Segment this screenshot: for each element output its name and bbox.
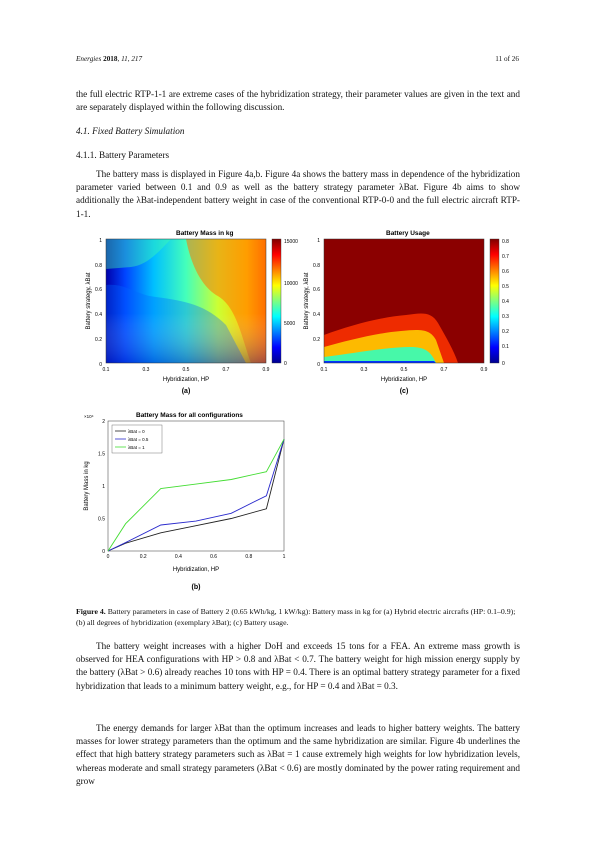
panel-a-colorbar [272, 239, 281, 363]
x-tick-b: 0.4 [174, 554, 182, 560]
x-label-a: Hybridization, HP [162, 377, 210, 383]
y-tick-c: 0.2 [313, 337, 320, 343]
y-tick-c: 0.6 [313, 287, 320, 293]
paragraph-1: the full electric RTP-1-1 are extreme cases of the hybridization strategy, their parameter values are given in the text and are separately displayed within the following discussion. [76, 89, 520, 113]
y-tick-b: 1 [102, 484, 105, 490]
x-tick-a: 0.3 [142, 367, 150, 373]
y-tick-a: 0.4 [95, 312, 102, 318]
caption-text: Battery parameters in case of Battery 2 (0.65 kWh/kg, 1 kW/kg): Battery mass in kg for (a) Hybrid electric aircrafts (HP: 0.1–0.9); (b) all degrees of hybridization (exemplary λBat); (c) Battery usage. [76, 607, 516, 627]
y-tick-c: 1 [317, 238, 320, 244]
panel-c [304, 230, 509, 395]
panel-c-letter: (c) [399, 388, 409, 395]
x-label-c: Hybridization, HP [380, 377, 428, 383]
cbar-c-tick: 0.1 [502, 344, 509, 350]
cbar-a-tick: 10000 [284, 281, 298, 287]
legend-entry-0: λBat = 0 [128, 429, 145, 434]
panel-a-letter: (a) [181, 388, 191, 395]
figure-caption [76, 606, 520, 628]
y-tick-a: 0 [99, 362, 102, 368]
panel-a-title: Battery Mass in kg [176, 230, 234, 237]
y-label-b: Battery Mass in kg [84, 461, 90, 511]
cbar-a-tick: 5000 [284, 321, 296, 327]
x-tick-b: 0.2 [139, 554, 147, 560]
paragraph-2: The battery mass is displayed in Figure 4a,b. Figure 4a shows the battery mass in dependence of the hybridization parameter varied between 0.1 and 0.9 as well as the battery strategy parameter λBat. Figure 4b aims to show additionally the λBat-independent battery weight in case of the conventional RTP-0-0 and the full electric aircraft RTP-1-1. [76, 169, 520, 219]
y-tick-c: 0.4 [313, 312, 320, 318]
y-tick-a: 0.6 [95, 287, 102, 293]
y-label-c: Battery strategy, λBat [304, 272, 310, 330]
panel-c-title: Battery Usage [386, 230, 430, 237]
x-tick-b: 1 [282, 554, 286, 560]
paragraph-4: The energy demands for larger λBat than the optimum increases and leads to higher battery weights. The battery masses for lower strategy parameters than the optimum and the same hybridization are similar. Figure 4b underlines the effect that high battery strategy parameters such as λBat = 1 cause extremely high weights for low hybridization levels, whereas moderate and small strategy parameters (λBat < 0.6) are mostly dominated by the power rating requirement and grow [76, 723, 520, 786]
cbar-c-tick: 0.2 [502, 329, 509, 335]
x-tick-a: 0.7 [222, 367, 230, 373]
page-number: 11 of 26 [495, 55, 519, 63]
y-tick-b: 0 [102, 549, 105, 555]
y-tick-b: 2 [102, 419, 105, 425]
running-header: Energies 2018, 11, 217 [76, 55, 143, 63]
panel-b-letter: (b) [191, 584, 201, 591]
y-tick-c: 0 [317, 362, 320, 368]
x-tick-c: 0.5 [400, 367, 408, 373]
section-heading: 4.1. Fixed Battery Simulation [76, 126, 185, 136]
cbar-c-tick: 0 [502, 361, 505, 367]
y-tick-b: 1.5 [98, 451, 105, 458]
y-tick-a: 0.8 [95, 263, 102, 269]
y-label-a: Battery strategy, λBat [86, 272, 92, 330]
cbar-c-tick: 0.6 [502, 269, 509, 275]
y-multiplier: ×10⁴ [84, 414, 94, 419]
subsection-heading: 4.1.1. Battery Parameters [76, 150, 170, 160]
caption-label: Figure 4. [76, 607, 106, 616]
panel-c-colorbar [490, 239, 499, 363]
x-tick-a: 0.1 [102, 367, 110, 373]
panel-b-title: Battery Mass for all configurations [136, 412, 243, 419]
x-tick-b: 0.6 [210, 554, 218, 560]
figure-4 [76, 225, 520, 605]
x-tick-c: 0.3 [360, 367, 368, 373]
cbar-c-tick: 0.8 [502, 239, 509, 245]
panel-b-legend [112, 425, 162, 453]
x-tick-c: 0.1 [320, 367, 328, 373]
panel-b [84, 412, 286, 591]
y-tick-b: 0.5 [98, 516, 105, 523]
cbar-c-tick: 0.3 [502, 314, 509, 320]
y-tick-a: 0.2 [95, 337, 102, 343]
x-tick-c: 0.9 [480, 367, 488, 373]
y-tick-c: 0.8 [313, 263, 320, 269]
cbar-a-tick: 15000 [284, 239, 298, 245]
cbar-c-tick: 0.7 [502, 254, 509, 260]
cbar-c-tick: 0.4 [502, 299, 509, 305]
x-tick-b: 0.8 [245, 554, 253, 560]
cbar-a-tick: 0 [284, 361, 287, 367]
x-tick-a: 0.5 [182, 367, 190, 373]
legend-entry-1: λBat = 1 [128, 445, 145, 450]
cbar-c-tick: 0.5 [502, 284, 509, 290]
x-label-b: Hybridization, HP [172, 567, 220, 573]
x-tick-a: 0.9 [262, 367, 270, 373]
x-tick-b: 0 [106, 554, 110, 560]
panel-a [86, 230, 298, 395]
x-tick-c: 0.7 [440, 367, 448, 373]
legend-entry-05: λBat = 0.5 [128, 437, 149, 442]
paragraph-3: The battery weight increases with a higher DoH and exceeds 15 tons for a FEA. An extreme mass growth is observed for HEA configurations with HP > 0.8 and λBat < 0.7. The battery weight for high mission energy supply by the battery (λBat > 0.6) already reaches 10 tons with HP = 0.4. There is an optimal battery strategy parameter for a fixed hybridization that leads to a minimum battery weight, e.g., for HP = 0.4 and λBat = 0.3. [76, 641, 520, 691]
y-tick-a: 1 [99, 238, 102, 244]
